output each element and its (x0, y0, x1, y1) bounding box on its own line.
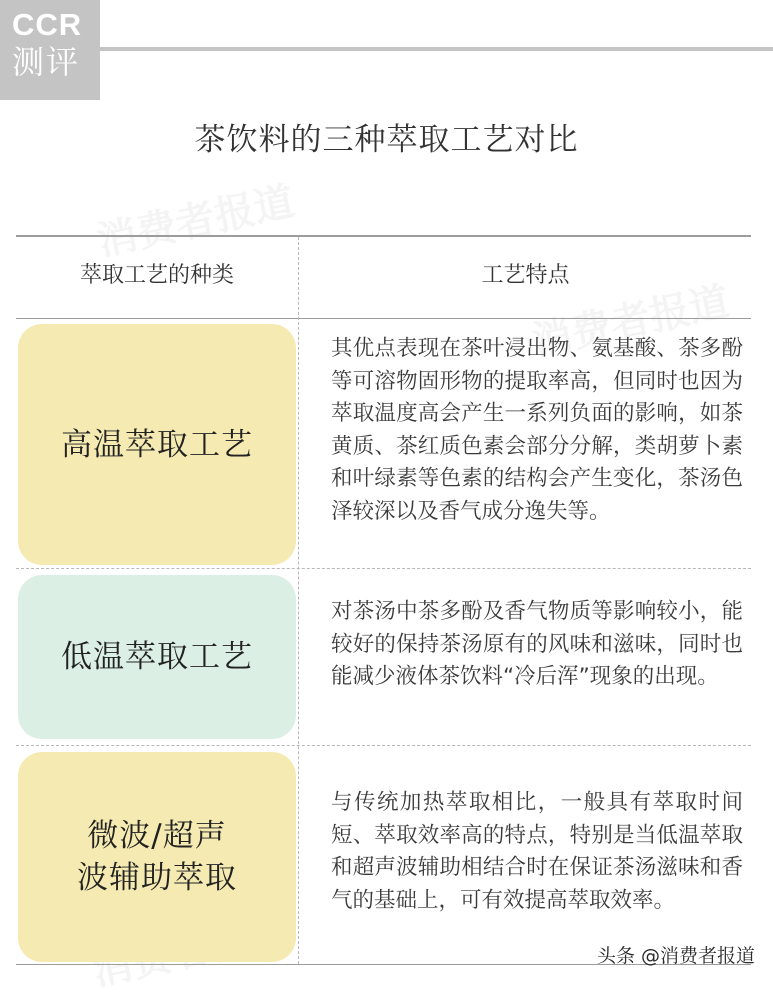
logo-text-latin: CCR (12, 7, 83, 42)
ccr-logo (0, 0, 100, 100)
description-high-temperature: 其优点表现在茶叶浸出物、氨基酸、茶多酚等可溶物固形物的提取率高，但同时也因为萃取温度高会产生一系列负面的影响，如茶黄质、茶红质色素会部分分解，类胡萝卜素和叶绿素等色素的结构会产生变化，茶汤色泽较深以及香气成分逸失等。 (331, 336, 743, 524)
header-category: 萃取工艺的种类 (79, 263, 234, 288)
footer-source: 头条 @消费者报道 (596, 945, 755, 967)
category-microwave-ultrasonic (18, 752, 296, 962)
category-label-line2: 波辅助萃取 (77, 860, 237, 896)
description-low-temperature: 对茶汤中茶多酚及香气物质等影响较小，能较好的保持茶汤原有的风味和滋味，同时也能减少液体茶饮料“冷后浑”现象的出现。 (331, 599, 743, 689)
row-divider (16, 745, 751, 746)
header-divider (16, 318, 751, 319)
row-divider (16, 568, 751, 569)
category-high-temperature (18, 324, 296, 565)
table-top-border (16, 235, 751, 237)
header-rule (100, 47, 773, 51)
category-label: 低温萃取工艺 (61, 639, 253, 675)
page-title: 茶饮料的三种萃取工艺对比 (194, 122, 579, 158)
category-label-line1: 微波/超声 (87, 818, 227, 854)
logo-text-chinese: 测评 (12, 43, 81, 81)
category-label: 高温萃取工艺 (61, 426, 253, 463)
column-divider (298, 237, 299, 964)
watermark (91, 170, 298, 267)
description-microwave-ultrasonic: 与传统加热萃取相比，一般具有萃取时间短、萃取效率高的特点，特别是当低温萃取和超声波辅助相结合时在保证茶汤滋味和香气的基础上，可有效提高萃取效率。 (331, 790, 743, 913)
category-low-temperature (18, 575, 296, 739)
header-features: 工艺特点 (481, 263, 570, 288)
